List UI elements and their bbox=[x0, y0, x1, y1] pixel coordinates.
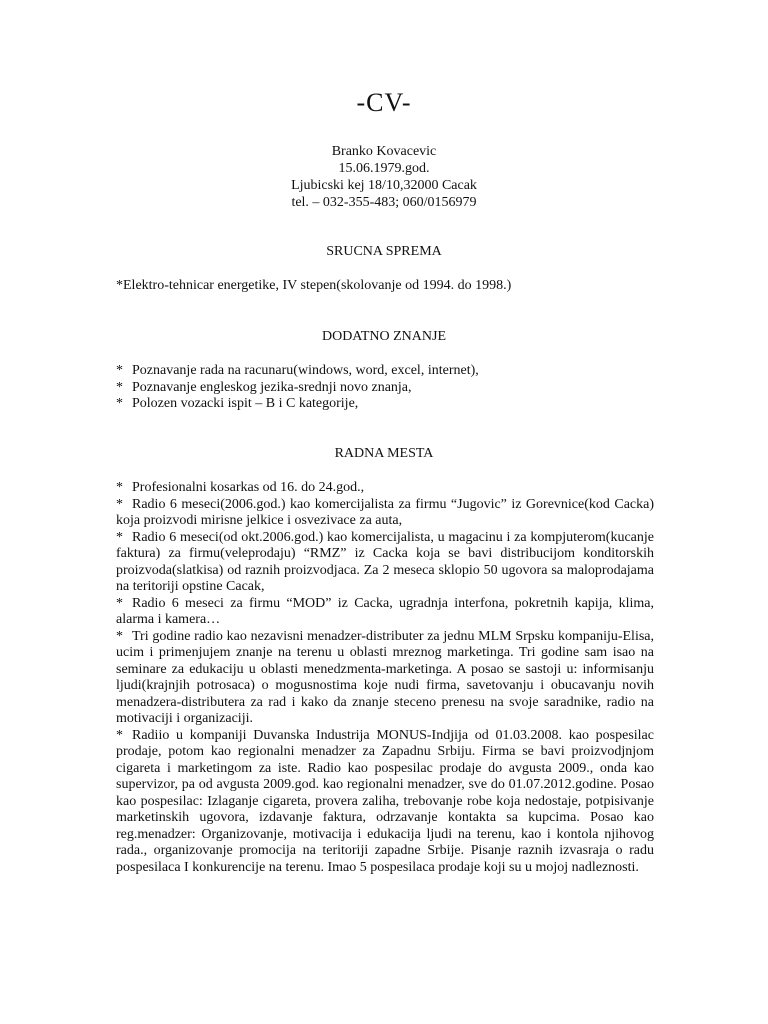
contact-block bbox=[0, 143, 768, 211]
list-item bbox=[116, 596, 654, 629]
skills-list bbox=[116, 363, 654, 413]
bullet-symbol: * bbox=[116, 628, 123, 644]
section-heading-skills: DODATNO ZNANJE bbox=[321, 329, 447, 344]
section-heading-jobs: RADNA MESTA bbox=[334, 446, 434, 461]
job-text: Radio 6 meseci(od okt.2006.god.) kao komercijalista, u magacinu i za kompjuterom(kucanje faktura) za firmu(veleprodaju) “RMZ” iz Cacka koja se bavi distribucijom konditorskih proizvoda(slatkisa) od raznih proizvodjaca. Za 2 meseca sklopio 50 ugovora sa maloprodajama na teritoriji opstine Cacak, bbox=[116, 529, 654, 594]
list-item bbox=[116, 497, 654, 530]
job-text: Radio 6 meseci(2006.god.) kao komercijalista za firmu “Jugovic” iz Gorevnice(kod Cacka) koja proizvodi mirisne jelkice i osvezivace za auta, bbox=[116, 496, 654, 528]
bullet-symbol: * bbox=[116, 595, 123, 611]
skill-text: Poznavanje rada na racunaru(windows, word, excel, internet), bbox=[132, 363, 479, 378]
list-item bbox=[116, 728, 654, 877]
education-item: *Elektro-tehnicar energetike, IV stepen(skolovanje od 1994. do 1998.) bbox=[116, 278, 512, 293]
list-item bbox=[116, 530, 654, 596]
bullet-symbol: * bbox=[116, 727, 123, 743]
job-text: Profesionalni kosarkas od 16. do 24.god., bbox=[132, 480, 365, 495]
list-item bbox=[116, 380, 654, 397]
contact-name: Branko Kovacevic bbox=[331, 144, 437, 159]
bullet-symbol: * bbox=[116, 363, 123, 378]
document-title: -CV- bbox=[356, 88, 412, 117]
skill-text: Poznavanje engleskog jezika-srednji novo znanja, bbox=[132, 379, 412, 395]
contact-phone: tel. – 032-355-483; 060/0156979 bbox=[291, 195, 477, 210]
bullet-symbol: * bbox=[116, 496, 123, 512]
job-text: Radio 6 meseci za firmu “MOD” iz Cacka, ugradnja interfona, pokretnih kapija, klima, alarma i kamera… bbox=[116, 595, 654, 627]
section-heading-education: SRUCNA SPREMA bbox=[326, 244, 442, 259]
list-item bbox=[116, 363, 654, 380]
jobs-list bbox=[116, 480, 654, 876]
bullet-symbol: * bbox=[116, 396, 123, 411]
job-text: Tri godine radio kao nezavisni menadzer-distributer za jednu MLM Srpsku kompaniju-Elisa, ucim i primenjujem znanje na terenu u oblasti mreznog marketinga. Tri godine sam isao na seminare za edukaciju u oblasti menedzmenta-marketinga. A posao se sastoji u: informisanju ljudi(krajnjih potrosaca) o mogusnostima koje nudi firma, savetovanju i obucavanju novih menadzera-distributera za rad i kako da znanje steceno prenesu na svoje saradnike, radio na motivaciji i organizaciji. bbox=[116, 628, 654, 726]
list-item bbox=[116, 396, 654, 413]
job-text: Radiio u kompaniji Duvanska Industrija MONUS-Indjija od 01.03.2008. kao pospesilac prodaje, potom kao regionalni menadzer za Zapadnu Srbiju. Firma se bavi proizvodjnjom cigareta i marketingom za iste. Radio kao pospesilac prodaje do avgusta 2009., onda kao supervizor, pa od avgusta 2009.god. kao regionalni menadzer, sve do 01.07.2012.godine. Posao kao pospesilac: Izlaganje cigareta, provera zaliha, trebovanje robe koja nedostaje, potpisivanje marketinskih ugovora, izdavanje faktura, odrzavanje kontakta sa kupcima. Posao kao reg.menadzer: Organizovanje, motivacija i edukacija ljudi na terenu, kao i kontola njihovog rada., organizovanje promocija na teritoriji zapadne Srbije. Pisanje raznih izvasraja o radu pospesilaca I konkurencije na terenu. Imao 5 pospesilaca prodaje koji su u mojoj nadleznosti. bbox=[116, 727, 654, 875]
list-item bbox=[116, 480, 654, 497]
bullet-symbol: * bbox=[116, 529, 123, 545]
list-item bbox=[116, 629, 654, 728]
contact-address: Ljubicski kej 18/10,32000 Cacak bbox=[291, 178, 477, 193]
bullet-symbol: * bbox=[116, 379, 123, 395]
bullet-symbol: * bbox=[116, 480, 123, 495]
skill-text: Polozen vozacki ispit – B i C kategorije, bbox=[132, 396, 359, 411]
contact-birthdate: 15.06.1979.god. bbox=[338, 161, 430, 176]
education-list bbox=[116, 278, 654, 295]
